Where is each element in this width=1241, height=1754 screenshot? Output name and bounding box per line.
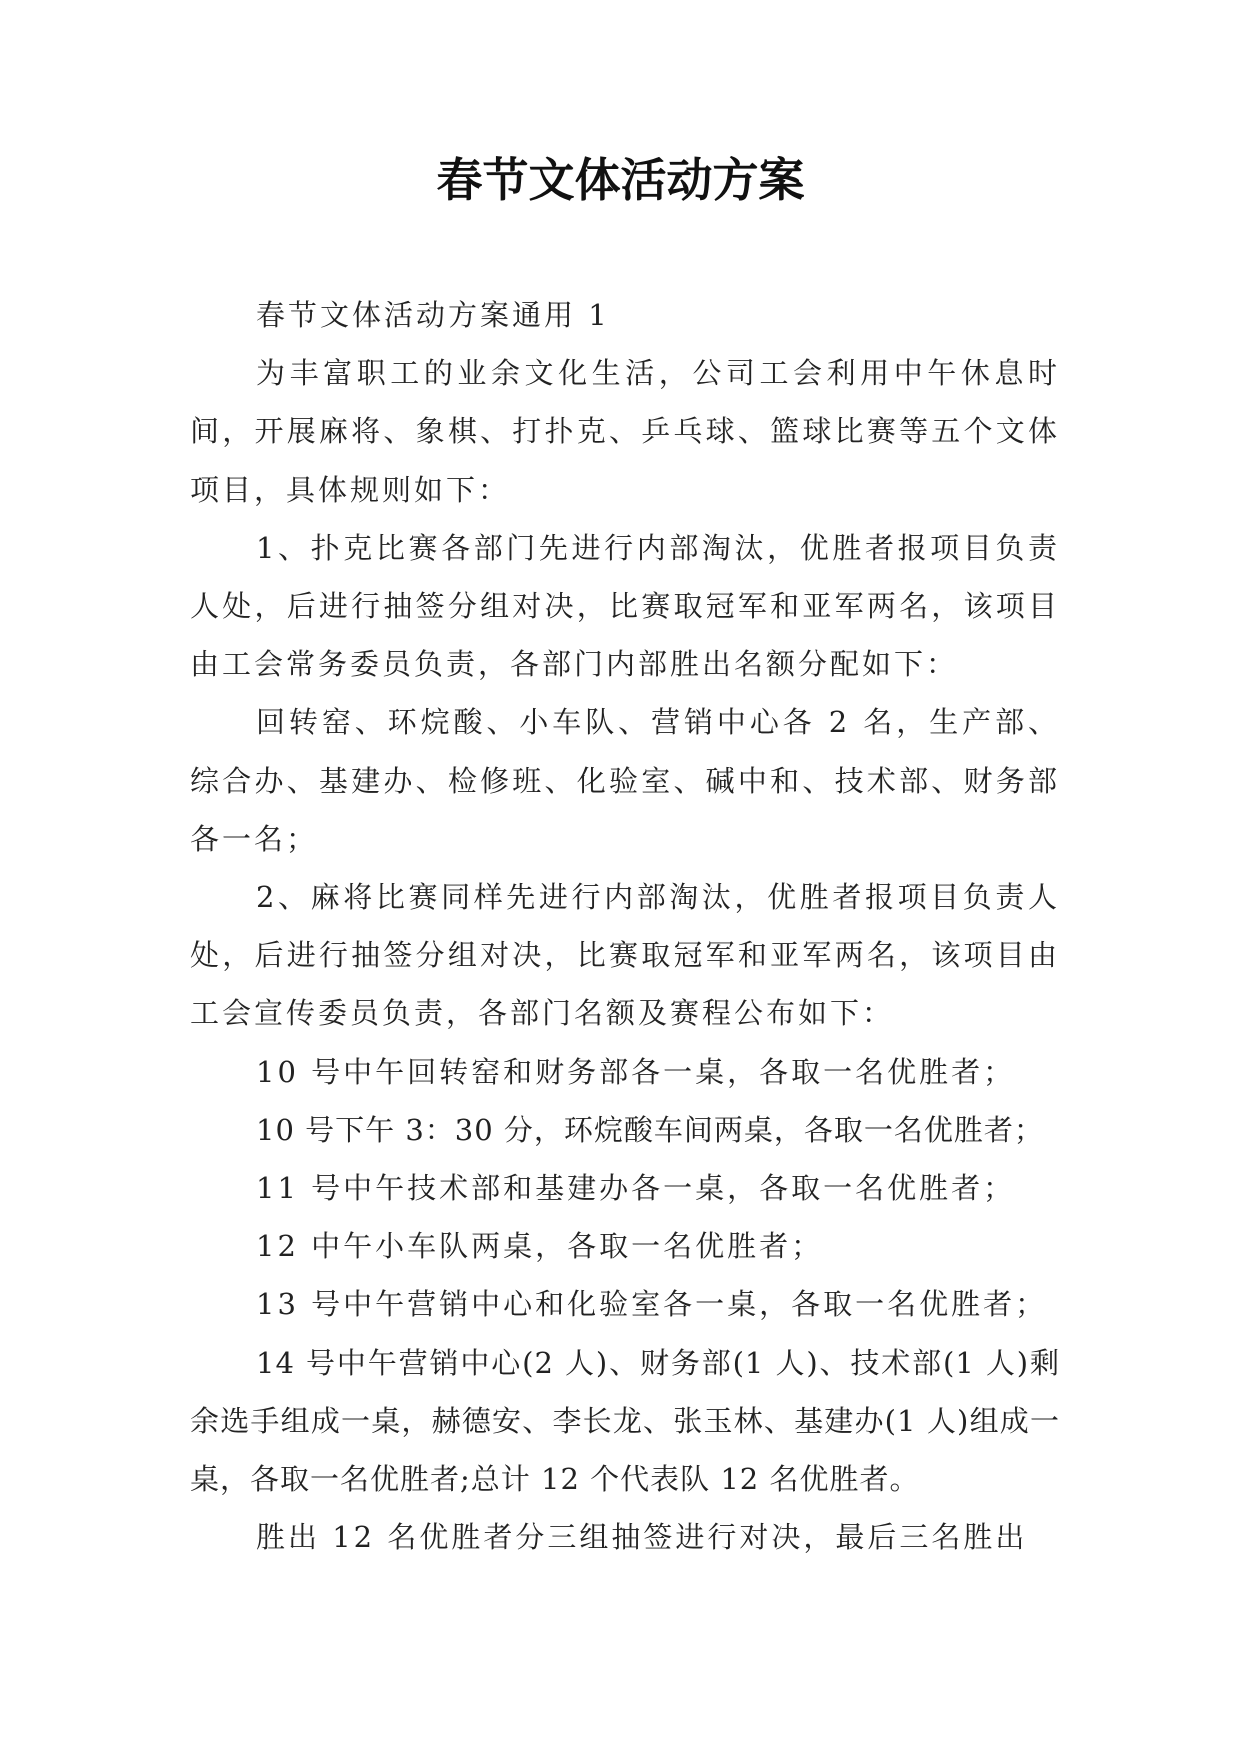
paragraph-poker-quota: 回转窑、环烷酸、小车队、营销中心各 2 名，生产部、综合办、基建办、检修班、化验室、碱中和、技术部、财务部各一名；: [190, 705, 1060, 856]
paragraph-schedule-11: 11 号中午技术部和基建办各一桌，各取一名优胜者；: [256, 1171, 1016, 1206]
paragraph-poker-rules: 1、扑克比赛各部门先进行内部淘汰，优胜者报项目负责人处，后进行抽签分组对决，比赛取冠军和亚军两名，该项目由工会常务委员负责，各部门内部胜出名额分配如下：: [190, 530, 1060, 682]
paragraph-schedule-10-afternoon: 10 号下午 3：30 分，环烷酸车间两桌，各取一名优胜者；: [256, 1112, 1044, 1147]
document-body: [190, 286, 1060, 1566]
paragraph-schedule-13: 13 号中午营销中心和化验室各一桌，各取一名优胜者；: [256, 1287, 1048, 1322]
paragraph-intro: 为丰富职工的业余文化生活，公司工会利用中午休息时间，开展麻将、象棋、打扑克、乒乓球、篮球比赛等五个文体项目，具体规则如下：: [190, 356, 1060, 507]
paragraph-schedule-14: 14 号中午营销中心(2 人)、财务部(1 人)、技术部(1 人)剩余选手组成一桌，赫德安、李长龙、张玉林、基建办(1 人)组成一桌，各取一名优胜者;总计 12 个代表队 12 名优胜者。: [190, 1345, 1060, 1497]
paragraph-schedule-10-noon: 10 号中午回转窑和财务部各一桌，各取一名优胜者；: [256, 1054, 1016, 1089]
document-title: 春节文体活动方案: [436, 153, 805, 207]
paragraph-final-round: 胜出 12 名优胜者分三组抽签进行对决，最后三名胜出: [256, 1520, 1028, 1555]
paragraph-schedule-12: 12 中午小车队两桌，各取一名优胜者；: [256, 1229, 824, 1264]
paragraph-subtitle: 春节文体活动方案通用 1: [256, 298, 610, 332]
paragraph-mahjong-rules: 2、麻将比赛同样先进行内部淘汰，优胜者报项目负责人处，后进行抽签分组对决，比赛取冠军和亚军两名，该项目由工会宣传委员负责，各部门名额及赛程公布如下：: [190, 880, 1060, 1031]
